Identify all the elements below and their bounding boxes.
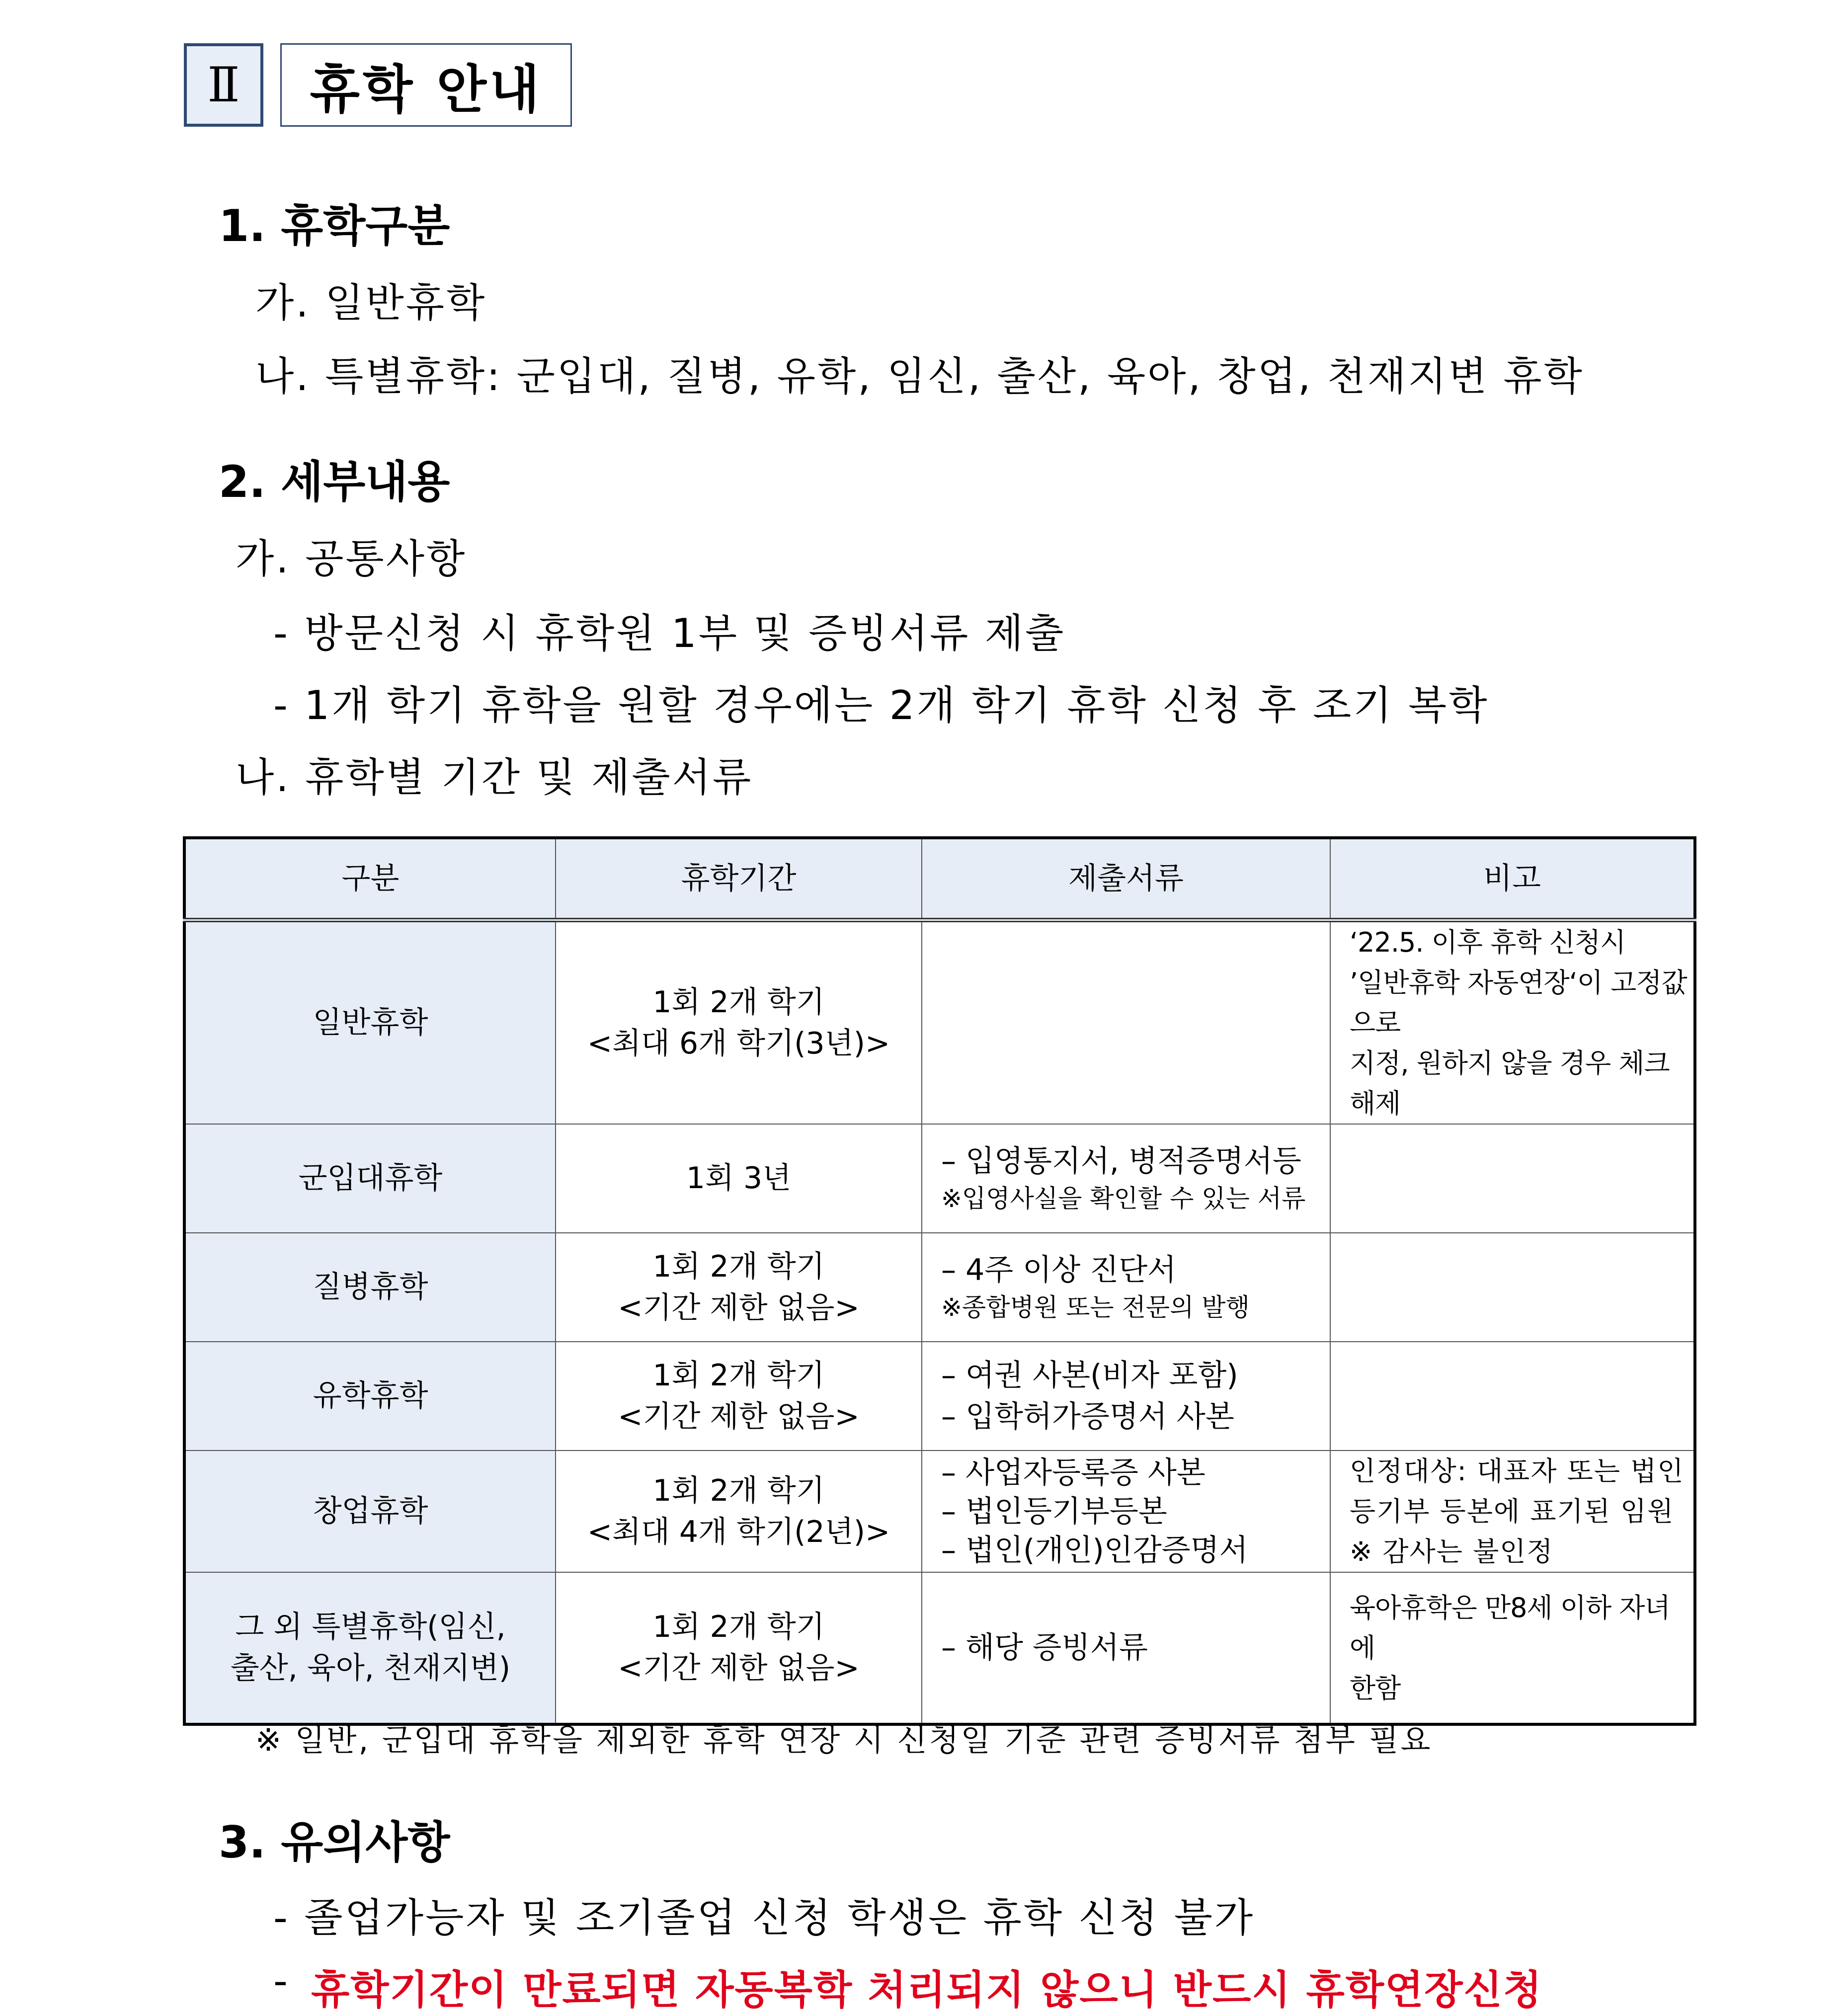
row-period: 1회 2개 학기 <기간 제한 없음> [556,1572,922,1724]
header-documents: 제출서류 [922,838,1330,920]
leave-type-special: 나. 특별휴학: 군입대, 질병, 유학, 임신, 출산, 육아, 창업, 천재지변 휴학 [255,353,1584,400]
header-remarks: 비고 [1330,838,1695,920]
table-row [184,1451,1695,1572]
row-period: 1회 2개 학기 <기간 제한 없음> [556,1342,922,1451]
common-items-title: 가. 공통사항 [236,536,467,582]
header-category: 구분 [184,838,556,920]
row-category: 군입대휴학 [184,1124,556,1233]
leave-table [183,836,1696,1726]
row-remarks: ‘22.5. 이후 휴학 신청시 ’일반휴학 자동연장‘이 고정값으로 지정, 원하지 않을 경우 체크해제 [1330,920,1695,1125]
table-footnote: ※ 일반, 군입대 휴학을 제외한 휴학 연장 시 신청일 기준 관련 증빙서류 첨부 필요 [255,1722,1433,1758]
row-remarks: 육아휴학은 만8세 이하 자녀에 한함 [1330,1572,1695,1724]
heading-details: 2. 세부내용 [219,456,450,507]
row-period: 1회 3년 [556,1124,922,1233]
row-category: 일반휴학 [184,920,556,1125]
common-item-1: - 방문신청 시 휴학원 1부 및 증빙서류 제출 [273,610,1066,656]
section-title: 휴학 안내 [310,59,543,120]
row-period: 1회 2개 학기 <기간 제한 없음> [556,1233,922,1342]
section-title-box [280,43,572,127]
precaution-1: - 졸업가능자 및 조기졸업 신청 학생은 휴학 신청 불가 [273,1895,1255,1941]
table-row [184,1342,1695,1451]
section-numeral-box [184,43,263,127]
table-row [184,920,1695,1125]
precaution-2-warning: 휴학기간이 만료되면 자동복학 처리되지 않으니 반드시 휴학연장신청 [311,1967,1543,2013]
row-remarks [1330,1233,1695,1342]
table-row [184,1124,1695,1233]
leave-type-general: 가. 일반휴학 [255,280,487,326]
row-documents: – 4주 이상 진단서 ※종합병원 또는 전문의 발행 [922,1233,1330,1342]
row-documents [922,920,1330,1125]
row-documents: – 입영통지서, 병적증명서등 ※입영사실을 확인할 수 있는 서류 [922,1124,1330,1233]
row-remarks [1330,1124,1695,1233]
period-docs-title: 나. 휴학별 기간 및 제출서류 [236,754,753,801]
row-category: 창업휴학 [184,1451,556,1572]
row-category: 그 외 특별휴학(임신, 출산, 육아, 천재지변) [184,1572,556,1724]
common-item-2: - 1개 학기 휴학을 원할 경우에는 2개 학기 휴학 신청 후 조기 복학 [273,682,1489,728]
row-category: 질병휴학 [184,1233,556,1342]
row-remarks [1330,1342,1695,1451]
table-header-row [184,838,1695,920]
section-numeral: Ⅱ [207,57,240,113]
row-documents: – 여권 사본(비자 포함) – 입학허가증명서 사본 [922,1342,1330,1451]
header-period: 휴학기간 [556,838,922,920]
heading-precautions: 3. 유의사항 [219,1817,450,1868]
heading-leave-types: 1. 휴학구분 [219,200,450,251]
row-period: 1회 2개 학기 <최대 4개 학기(2년)> [556,1451,922,1572]
row-remarks: 인정대상: 대표자 또는 법인 등기부 등본에 표기된 임원 ※ 감사는 불인정 [1330,1451,1695,1572]
row-period: 1회 2개 학기 <최대 6개 학기(3년)> [556,920,922,1125]
table-row [184,1572,1695,1724]
table-row [184,1233,1695,1342]
row-documents: – 사업자등록증 사본 – 법인등기부등본 – 법인(개인)인감증명서 [922,1451,1330,1572]
row-documents: – 해당 증빙서류 [922,1572,1330,1724]
precaution-2-dash: - [273,1958,290,2004]
row-category: 유학휴학 [184,1342,556,1451]
